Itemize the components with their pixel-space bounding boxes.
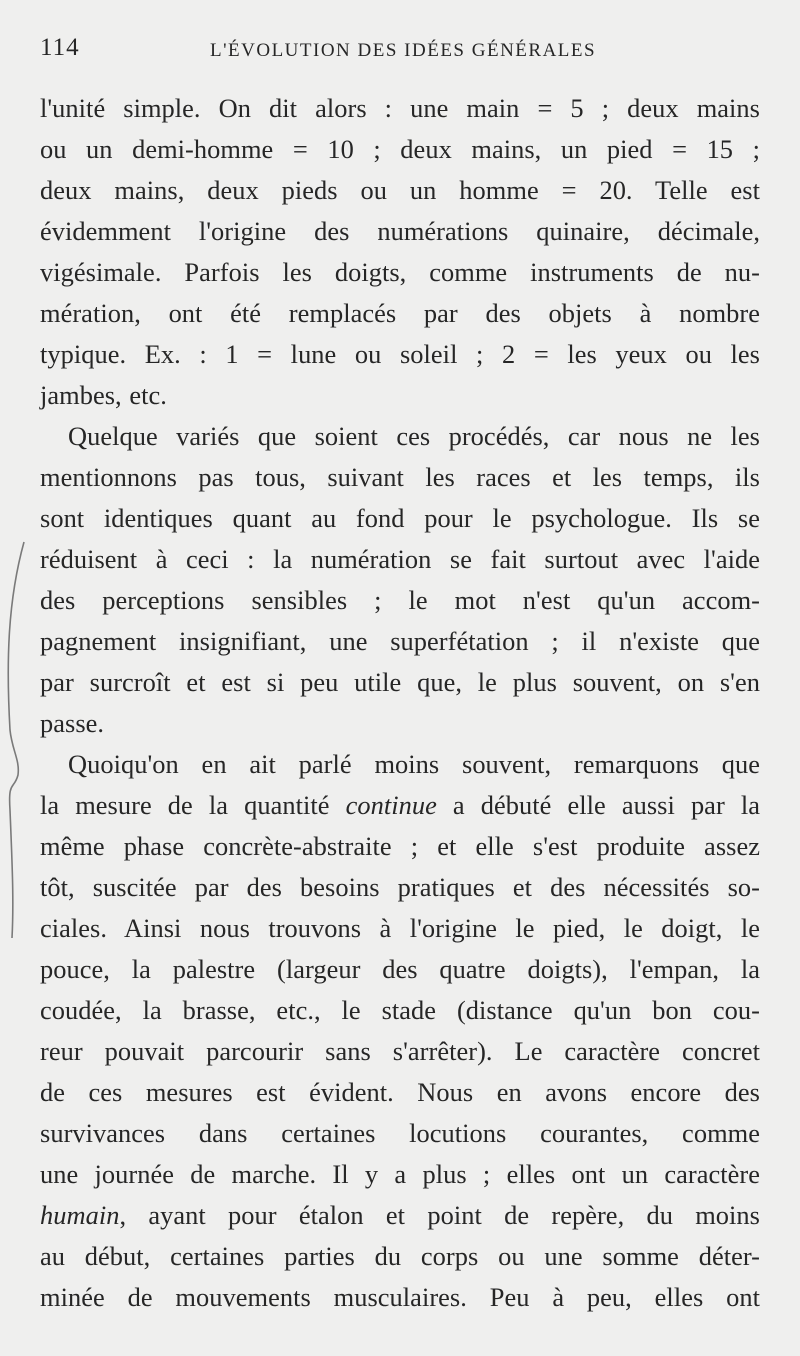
text-segment: la mesure de la quantité [40,790,346,820]
paragraph-3 [40,744,760,1318]
text-line [40,785,760,826]
text-line: minée de mouvements musculaires. Peu à peu, elles ont [40,1282,760,1312]
text-line: l'unité simple. On dit alors : une main = 5 ; deux mains [40,93,760,123]
text-segment: a débuté elle aussi par la [436,790,760,820]
text-line: par surcroît et est si peu utile que, le plus souvent, on s'en [40,667,760,697]
text-line: deux mains, deux pieds ou un homme = 20. Telle est [40,175,760,205]
text-line: pouce, la palestre (largeur des quatre doigts), l'empan, la [40,954,760,984]
paragraph-2 [40,416,760,744]
text-line: survivances dans certaines locutions courantes, comme [40,1118,760,1148]
text-line: réduisent à ceci : la numération se fait surtout avec l'aide [40,544,760,574]
text-line: passe. [40,708,105,738]
text-line [40,1195,760,1236]
text-line: vigésimale. Parfois les doigts, comme instruments de nu- [40,257,760,287]
running-title: L'ÉVOLUTION DES IDÉES GÉNÉRALES [210,40,597,61]
page-number: 114 [40,34,80,61]
text-line: typique. Ex. : 1 = lune ou soleil ; 2 = les yeux ou les [40,339,760,369]
text-line: de ces mesures est évident. Nous en avons encore des [40,1077,760,1107]
text-line: tôt, suscitée par des besoins pratiques et des nécessités so- [40,872,760,902]
italic-word: humain [40,1200,120,1230]
text-line: des perceptions sensibles ; le mot n'est qu'un accom- [40,585,760,615]
text-line: au début, certaines parties du corps ou une somme déter- [40,1241,760,1271]
text-line: mération, ont été remplacés par des objets à nombre [40,298,760,328]
margin-bracket-mark [0,540,30,940]
italic-word: continue [345,790,437,820]
text-line: coudée, la brasse, etc., le stade (distance qu'un bon cou- [40,995,760,1025]
text-line: évidemment l'origine des numérations quinaire, décimale, [40,216,760,246]
text-line: ciales. Ainsi nous trouvons à l'origine le pied, le doigt, le [40,913,760,943]
text-line: pagnement insignifiant, une superfétation ; il n'existe que [40,626,760,656]
page-header [40,34,760,74]
text-line: une journée de marche. Il y a plus ; elles ont un caractère [40,1159,760,1189]
text-line: reur pouvait parcourir sans s'arrêter). Le caractère concret [40,1036,760,1066]
body-text [40,88,760,1318]
text-line: même phase concrète-abstraite ; et elle s'est produite assez [40,831,760,861]
text-line: mentionnons pas tous, suivant les races et les temps, ils [40,462,760,492]
text-line: Quoiqu'on en ait parlé moins souvent, remarquons que [68,749,760,779]
text-line: jambes, etc. [40,380,167,410]
text-line: Quelque variés que soient ces procédés, car nous ne les [68,421,760,451]
paragraph-1 [40,88,760,416]
text-segment: , ayant pour étalon et point de repère, du moins [119,1200,760,1230]
text-line: sont identiques quant au fond pour le psychologue. Ils se [40,503,760,533]
text-line: ou un demi-homme = 10 ; deux mains, un pied = 15 ; [40,134,760,164]
